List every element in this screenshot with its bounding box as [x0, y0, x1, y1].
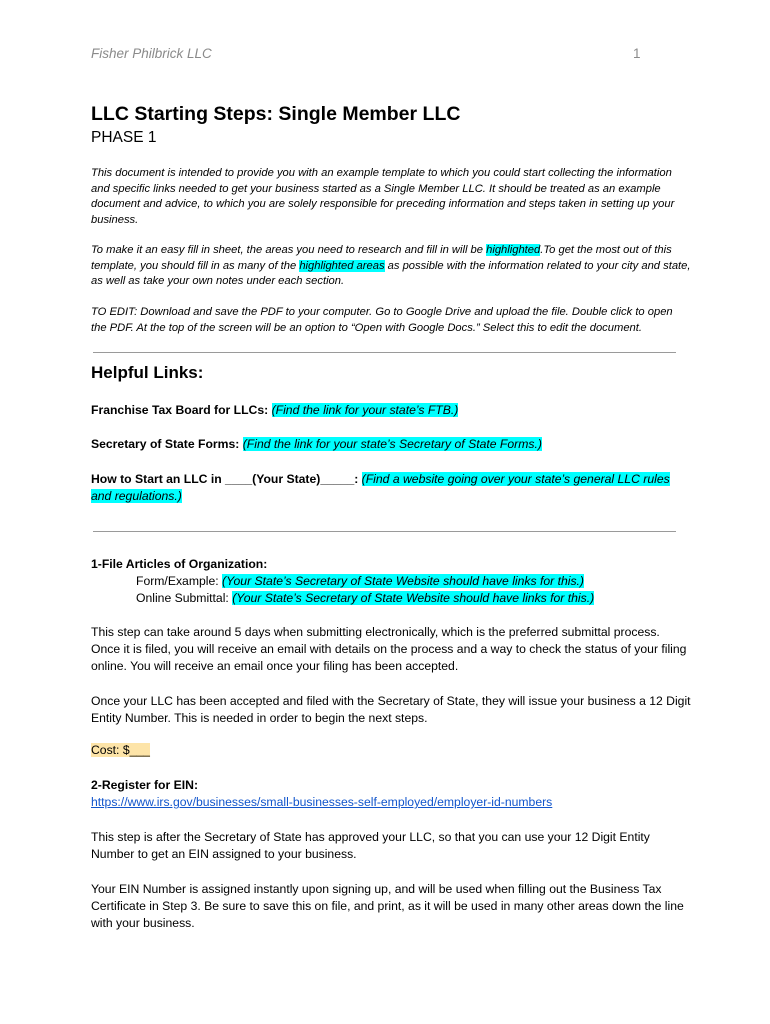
intro-p2-text-a: To make it an easy fill in sheet, the areas you need to research and fill in will be: [91, 244, 487, 256]
document-title: LLC Starting Steps: Single Member LLC: [91, 103, 461, 125]
helpful-links-heading: Helpful Links:: [91, 363, 204, 382]
intro-p2-text-c: as possible with the information related to your city and state, as well as take your own notes under each section.: [91, 259, 691, 288]
irs-ein-link[interactable]: https://www.irs.gov/businesses/small-businesses-self-employed/employer-id-numbers: [91, 795, 553, 809]
header-company: Fisher Philbrick LLC: [91, 46, 212, 61]
step1-form-label: Form/Example:: [136, 574, 223, 588]
step1-form-line: [136, 574, 584, 588]
ftb-placeholder[interactable]: (Find the link for your state’s FTB.): [271, 403, 459, 417]
highlight-sample-2: highlighted areas: [299, 259, 385, 272]
cost-field[interactable]: Cost: $___: [91, 743, 150, 757]
step1-paragraph-1: This step can take around 5 days when submitting electronically, which is the preferred submittal process. Once it is filed, you will receive an email with details on the process and a way to check the status of your filing online. You will receive an email once your filing has been accepted.: [91, 625, 687, 673]
step2-title: 2-Register for EIN:: [91, 778, 198, 792]
step1-form-placeholder[interactable]: (Your State’s Secretary of State Website should have links for this.): [222, 574, 584, 588]
intro-p2-text-b: .To get the most out of this template, you should fill in as many of the: [91, 244, 672, 272]
step1-online-placeholder[interactable]: (Your State’s Secretary of State Website should have links for this.): [232, 591, 595, 605]
step1-online-label: Online Submittal:: [136, 591, 233, 605]
howto-placeholder[interactable]: (Find a website going over your state’s general LLC rules and regulations.): [91, 472, 670, 503]
divider: [93, 352, 676, 353]
step2-paragraph-1: This step is after the Secretary of State has approved your LLC, so that you can use your 12 Digit Entity Number to get an EIN assigned to your business.: [91, 830, 650, 861]
step1-online-line: [136, 591, 594, 605]
sos-label: Secretary of State Forms:: [91, 437, 240, 451]
intro-paragraph-2: [91, 243, 691, 290]
ftb-label: Franchise Tax Board for LLCs:: [91, 403, 269, 417]
step2-paragraph-2: Your EIN Number is assigned instantly upon signing up, and will be used when filling out the Business Tax Certificate in Step 3. Be sure to save this on file, and print, as it will be used in many other areas down the line with your business.: [91, 882, 684, 930]
step1-cost: [91, 743, 150, 757]
step1-paragraph-2: Once your LLC has been accepted and filed with the Secretary of State, they will issue your business a 12 Digit Entity Number. This is needed in order to begin the next steps.: [91, 694, 691, 725]
header-page-number: 1: [633, 46, 641, 61]
intro-paragraph-1: This document is intended to provide you with an example template to which you could start collecting the information and specific links needed to get your business started as a Single Member LLC. It should be treated as an example document and advice, to which you are solely responsible for preceding information and steps taken in setting up your business.: [91, 167, 675, 226]
sos-placeholder[interactable]: (Find the link for your state’s Secretary of State Forms.): [242, 437, 542, 451]
howto-link-line: [91, 471, 671, 504]
ftb-link-line: [91, 402, 691, 419]
sos-link-line: [91, 436, 691, 453]
intro-paragraph-3: TO EDIT: Download and save the PDF to your computer. Go to Google Drive and upload the file. Double click to open the PDF. At the top of the screen will be an option to “Open with Google Docs.” Select this to edit the document.: [91, 306, 673, 334]
phase-label: PHASE 1: [91, 129, 157, 146]
step1-title: 1-File Articles of Organization:: [91, 557, 268, 571]
divider: [93, 531, 676, 532]
howto-label: How to Start an LLC in ____(Your State)_____:: [91, 472, 359, 486]
highlight-sample-1: highlighted: [486, 244, 541, 256]
